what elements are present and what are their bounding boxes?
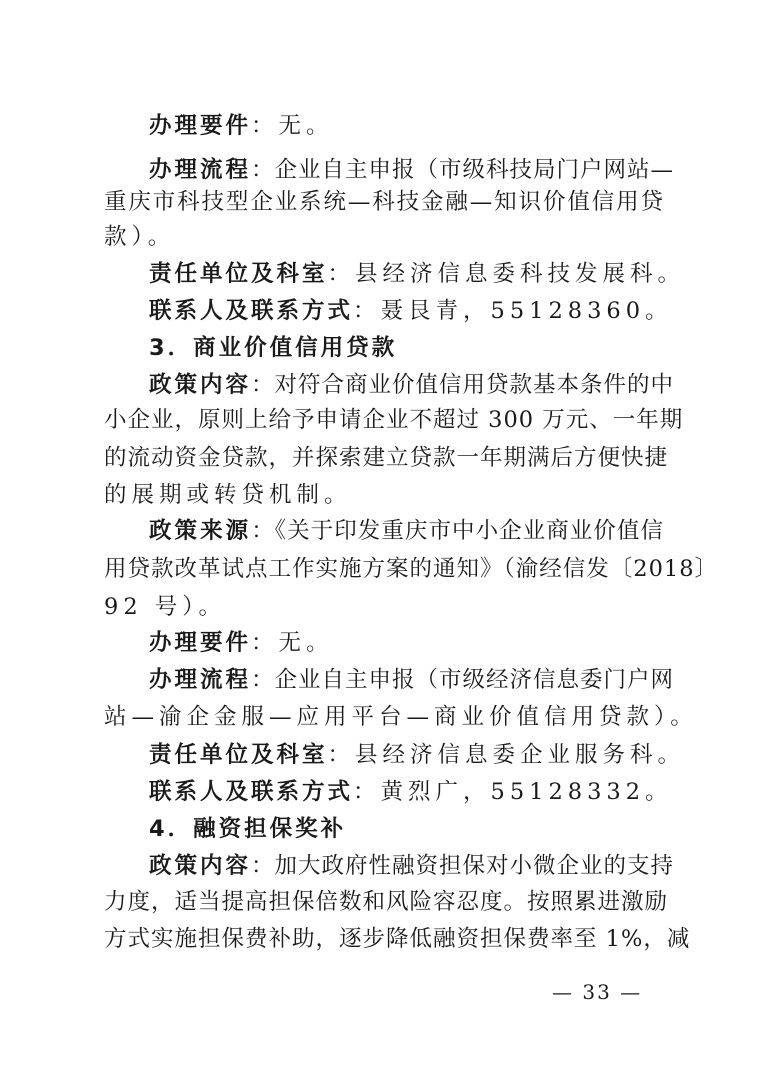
field-label: 联系人及联系方式 [149, 298, 354, 324]
field-label: 政策来源 [149, 518, 252, 544]
paragraph-line [149, 366, 675, 404]
field-text: ：《关于印发重庆市中小企业商业价值信 [251, 518, 664, 544]
field-text: ：县经济信息委科技发展科。 [327, 261, 686, 287]
paragraph-line: 款）。 [104, 224, 176, 250]
field-text: ：无。 [251, 630, 334, 656]
field-text: ：聂艮青，55128360。 [353, 298, 673, 324]
paragraph-line: 站—渝企金服—应用平台—商业价值信用贷款）。 [104, 704, 698, 730]
field-text: ：企业自主申报（市级经济信息委门户网 [251, 667, 675, 693]
field-text: ：企业自主申报（市级科技局门户网站— [251, 157, 675, 183]
field-label: 办理流程 [149, 157, 252, 183]
paragraph-line [149, 624, 664, 662]
field-label: 联系人及联系方式 [149, 779, 354, 805]
page-number: — 33 — [552, 980, 643, 1004]
paragraph-line [149, 773, 673, 811]
field-label: 责任单位及科室 [149, 742, 328, 768]
field-text: ：加大政府性融资担保对小微企业的支持 [251, 853, 675, 879]
section-heading: 3．商业价值信用贷款 [149, 335, 398, 361]
paragraph-line [149, 107, 664, 145]
paragraph-line: 重庆市科技型企业系统—科技金融—知识价值信用贷 [104, 189, 664, 215]
paragraph-line: 小企业，原则上给予申请企业不超过 300 万元、一年期 [104, 407, 684, 433]
paragraph-line [149, 847, 675, 885]
paragraph-line [149, 512, 664, 550]
paragraph-line: 的展期或转贷机制。 [104, 482, 352, 508]
paragraph-line: 92 号）。 [104, 594, 227, 620]
field-text: ：对符合商业价值信用贷款基本条件的中 [251, 372, 675, 398]
field-text: ：黄烈广，55128332。 [353, 779, 673, 805]
paragraph-line: 用贷款改革试点工作实施方案的通知》（渝经信发〔2018〕 [104, 556, 719, 582]
paragraph-line [149, 736, 686, 774]
paragraph-line: 方式实施担保费补助，逐步降低融资担保费率至 1%，减 [104, 926, 691, 952]
field-label: 政策内容 [149, 853, 252, 879]
paragraph-line: 的流动资金贷款，并探索建立贷款一年期满后方便快捷 [104, 445, 669, 471]
field-text: ：县经济信息委企业服务科。 [327, 742, 686, 768]
field-label: 办理要件 [149, 630, 252, 656]
field-text: ：无。 [251, 113, 334, 139]
paragraph-line [149, 255, 686, 293]
field-label: 责任单位及科室 [149, 261, 328, 287]
field-label: 政策内容 [149, 372, 252, 398]
field-label: 办理流程 [149, 667, 252, 693]
paragraph-line [149, 661, 675, 699]
field-label: 办理要件 [149, 113, 252, 139]
section-heading: 4．融资担保奖补 [149, 816, 347, 842]
paragraph-line: 力度，适当提高担保倍数和风险容忍度。按照累进激励 [104, 889, 669, 915]
paragraph-line [149, 292, 673, 330]
